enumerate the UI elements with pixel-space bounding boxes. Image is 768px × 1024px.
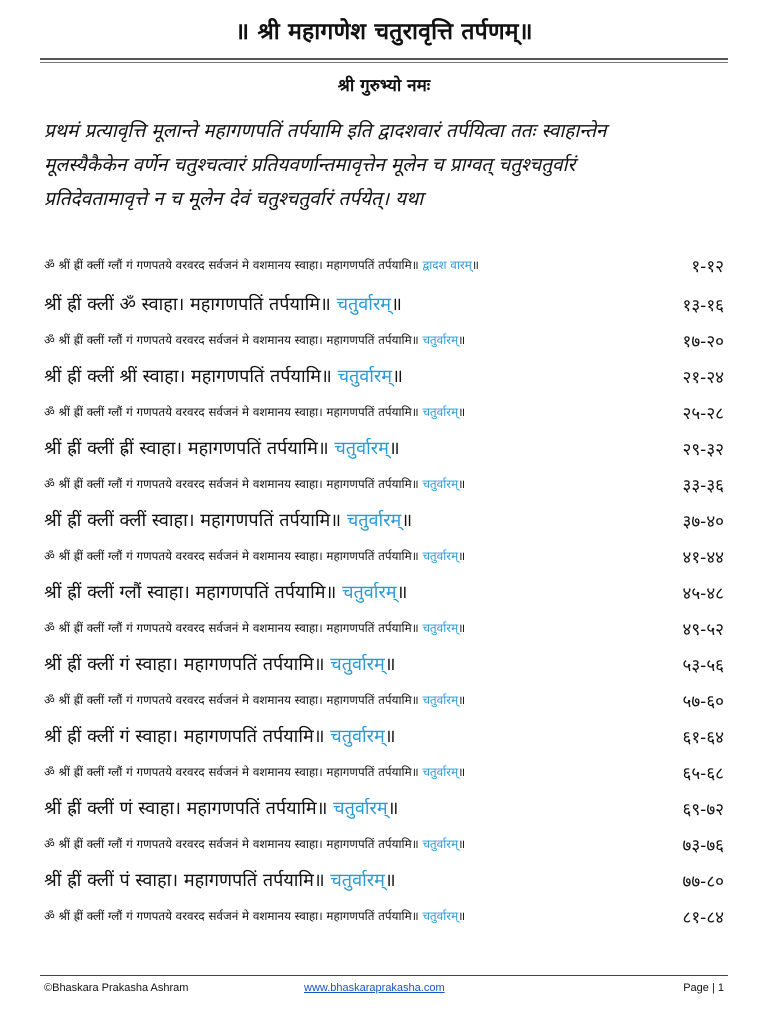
mantra-prefix: श्रीं ह्रीं क्लीं ग्लौं स्वाहा। महागणपतिं तर्पयामि॥: [44, 582, 337, 603]
mantra-prefix: ॐ श्रीं ह्रीं क्लीं ग्लौं गं गणपतये वरवरद सर्वजनं मे वशमानय स्वाहा। महागणपतिं तर्पयामि॥: [44, 693, 419, 707]
end-mark: ॥: [391, 294, 402, 315]
count-range: ४१-४४: [682, 547, 724, 568]
mantra-text: [44, 548, 465, 564]
count-range: १७-२०: [682, 331, 724, 352]
mantra-text: [44, 796, 398, 820]
page-label: Page |: [683, 982, 715, 994]
repetition-label: चतुर्वारम्: [333, 798, 388, 819]
end-mark: ॥: [458, 621, 466, 635]
end-mark: ॥: [458, 693, 466, 707]
count-range: ३३-३६: [682, 475, 724, 496]
repetition-label: चतुर्वारम्: [422, 405, 459, 419]
mantra-text: [44, 292, 402, 316]
mantra-prefix: ॐ श्रीं ह्रीं क्लीं ग्लौं गं गणपतये वरवरद सर्वजनं मे वशमानय स्वाहा। महागणपतिं तर्पयामि॥: [44, 549, 419, 563]
mantra-row-long: [44, 898, 728, 934]
mantra-row-short: [44, 358, 728, 394]
mantra-text: [44, 620, 465, 636]
count-range: २१-२४: [682, 367, 724, 388]
count-range: ८१-८४: [682, 907, 724, 928]
end-mark: ॥: [458, 405, 466, 419]
repetition-label: चतुर्वारम्: [422, 765, 459, 779]
mantra-row-short: [44, 718, 728, 754]
count-range: ७७-८०: [682, 871, 724, 892]
mantra-text: [44, 332, 465, 348]
count-range: ४५-४८: [682, 583, 724, 604]
end-mark: ॥: [384, 870, 396, 891]
end-mark: ॥: [458, 909, 466, 923]
mantra-text: [44, 580, 407, 604]
intro-line: प्रतिदेवतामावृत्ते न च मूलेन देवं चतुश्चतुर्वारं तर्पयेत्। यथा: [44, 188, 424, 210]
mantra-row-long: [44, 394, 728, 430]
count-range: ६५-६८: [682, 763, 724, 784]
mantra-prefix: ॐ श्रीं ह्रीं क्लीं ग्लौं गं गणपतये वरवरद सर्वजनं मे वशमानय स्वाहा। महागणपतिं तर्पयामि॥: [44, 477, 419, 491]
repetition-label: चतुर्वारम्: [330, 726, 385, 747]
mantra-text: [44, 364, 403, 388]
mantra-prefix: ॐ श्रीं ह्रीं क्लीं ग्लौं गं गणपतये वरवरद सर्वजनं मे वशमानय स्वाहा। महागणपतिं तर्पयामि॥: [44, 765, 419, 779]
end-mark: ॥: [458, 837, 466, 851]
mantra-row-long: [44, 682, 728, 718]
end-mark: ॥: [458, 333, 466, 347]
mantra-row-short: [44, 430, 728, 466]
mantra-text: [44, 724, 396, 748]
page-number: 1: [717, 982, 724, 994]
end-mark: ॥: [388, 438, 400, 459]
footer-divider: [40, 975, 728, 976]
mantra-prefix: श्रीं ह्रीं क्लीं श्रीं स्वाहा। महागणपतिं तर्पयामि॥: [44, 366, 332, 387]
repetition-label: चतुर्वारम्: [422, 621, 459, 635]
repetition-label: चतुर्वारम्: [422, 837, 459, 851]
page-title: ॥ श्री महागणेश चतुरावृत्ति तर्पणम्॥: [235, 19, 533, 45]
mantra-text: [44, 908, 465, 924]
mantra-prefix: ॐ श्रीं ह्रीं क्लीं ग्लौं गं गणपतये वरवरद सर्वजनं मे वशमानय स्वाहा। महागणपतिं तर्पयामि॥: [44, 258, 419, 272]
mantra-prefix: श्रीं ह्रीं क्लीं पं स्वाहा। महागणपतिं तर्पयामि॥: [44, 870, 325, 891]
repetition-label: चतुर्वारम्: [334, 438, 389, 459]
end-mark: ॥: [384, 726, 396, 747]
repetition-label: चतुर्वारम्: [337, 366, 393, 387]
count-range: ३७-४०: [682, 511, 724, 532]
intro-line: प्रथमं प्रत्यावृत्ति मूलान्ते महागणपतिं तर्पयामि इति द्वादशवारं तर्पयित्वा ततः स्वाहान्तेन: [44, 120, 607, 142]
mantra-prefix: ॐ श्रीं ह्रीं क्लीं ग्लौं गं गणपतये वरवरद सर्वजनं मे वशमानय स्वाहा। महागणपतिं तर्पयामि॥: [44, 909, 419, 923]
repetition-label: चतुर्वारम्: [330, 870, 385, 891]
mantra-text: [44, 476, 465, 492]
end-mark: ॥: [392, 366, 403, 387]
mantra-row-short: [44, 790, 728, 826]
mantra-text: [44, 868, 396, 892]
end-mark: ॥: [471, 258, 479, 272]
mantra-row-short: [44, 862, 728, 898]
end-mark: ॥: [458, 765, 466, 779]
repetition-label: चतुर्वारम्: [422, 909, 459, 923]
mantra-text: [44, 692, 465, 708]
mantra-prefix: ॐ श्रीं ह्रीं क्लीं ग्लौं गं गणपतये वरवरद सर्वजनं मे वशमानय स्वाहा। महागणपतिं तर्पयामि॥: [44, 333, 419, 347]
mantra-prefix: श्रीं ह्रीं क्लीं क्लीं स्वाहा। महागणपतिं तर्पयामि॥: [44, 510, 342, 531]
count-range: ६९-७२: [682, 799, 724, 820]
page-subtitle: श्री गुरुभ्यो नमः: [337, 76, 431, 96]
mantra-row-short: [44, 574, 728, 610]
copyright-text: ©Bhaskara Prakasha Ashram: [44, 982, 189, 994]
page-indicator: [683, 978, 724, 998]
mantra-list: [44, 244, 728, 934]
mantra-prefix: ॐ श्रीं ह्रीं क्लीं ग्लौं गं गणपतये वरवरद सर्वजनं मे वशमानय स्वाहा। महागणपतिं तर्पयामि॥: [44, 621, 419, 635]
mantra-prefix: श्रीं ह्रीं क्लीं णं स्वाहा। महागणपतिं तर्पयामि॥: [44, 798, 328, 819]
count-range: १३-१६: [682, 295, 724, 316]
end-mark: ॥: [396, 582, 408, 603]
title-divider: [40, 58, 728, 60]
mantra-row-short: [44, 502, 728, 538]
repetition-label: चतुर्वारम्: [422, 693, 459, 707]
mantra-row-short: [44, 286, 728, 322]
intro-paragraph: [44, 114, 728, 216]
mantra-prefix: श्रीं ह्रीं क्लीं गं स्वाहा। महागणपतिं तर्पयामि॥: [44, 654, 325, 675]
repetition-label: द्वादश वारम्: [422, 258, 472, 272]
mantra-text: [44, 836, 465, 852]
end-mark: ॥: [384, 654, 396, 675]
repetition-label: चतुर्वारम्: [422, 549, 459, 563]
mantra-prefix: ॐ श्रीं ह्रीं क्लीं ग्लौं गं गणपतये वरवरद सर्वजनं मे वशमानय स्वाहा। महागणपतिं तर्पयामि॥: [44, 837, 419, 851]
count-range: ७३-७६: [682, 835, 724, 856]
count-range: ५७-६०: [682, 691, 724, 712]
title-divider-thin: [40, 62, 728, 63]
repetition-label: चतुर्वारम्: [336, 294, 392, 315]
mantra-row-long: [44, 754, 728, 790]
repetition-label: चतुर्वारम्: [422, 333, 459, 347]
mantra-row-long: [44, 244, 728, 286]
mantra-text: [44, 404, 465, 420]
count-range: ५३-५६: [682, 655, 724, 676]
page-footer: [44, 978, 728, 998]
mantra-row-long: [44, 610, 728, 646]
mantra-prefix: श्रीं ह्रीं क्लीं गं स्वाहा। महागणपतिं तर्पयामि॥: [44, 726, 325, 747]
end-mark: ॥: [458, 549, 466, 563]
repetition-label: चतुर्वारम्: [422, 477, 459, 491]
mantra-text: [44, 764, 465, 780]
website-link[interactable]: www.bhaskaraprakasha.com: [304, 982, 445, 994]
mantra-prefix: ॐ श्रीं ह्रीं क्लीं ग्लौं गं गणपतये वरवरद सर्वजनं मे वशमानय स्वाहा। महागणपतिं तर्पयामि॥: [44, 405, 419, 419]
count-range: २५-२८: [682, 403, 724, 424]
count-range: १-१२: [691, 256, 724, 277]
mantra-row-long: [44, 538, 728, 574]
mantra-row-long: [44, 466, 728, 502]
intro-line: मूलस्यैकैकेन वर्णेन चतुश्चत्वारं प्रतियवर्णान्तमावृत्तेन मूलेन च प्राग्वत् चतुश्चतुर्वारं: [44, 154, 576, 176]
repetition-label: चतुर्वारम्: [330, 654, 385, 675]
repetition-label: चतुर्वारम्: [342, 582, 397, 603]
count-range: ४९-५२: [682, 619, 724, 640]
mantra-text: [44, 508, 412, 532]
end-mark: ॥: [458, 477, 466, 491]
mantra-row-short: [44, 646, 728, 682]
mantra-row-long: [44, 322, 728, 358]
mantra-prefix: श्रीं ह्रीं क्लीं ॐ स्वाहा। महागणपतिं तर्पयामि॥: [44, 294, 331, 315]
mantra-text: [44, 652, 396, 676]
end-mark: ॥: [401, 510, 413, 531]
mantra-text: [44, 257, 479, 273]
mantra-text: [44, 436, 400, 460]
count-range: ६१-६४: [682, 727, 724, 748]
mantra-row-long: [44, 826, 728, 862]
end-mark: ॥: [387, 798, 399, 819]
repetition-label: चतुर्वारम्: [346, 510, 402, 531]
mantra-prefix: श्रीं ह्रीं क्लीं ह्रीं स्वाहा। महागणपतिं तर्पयामि॥: [44, 438, 329, 459]
count-range: २९-३२: [682, 439, 724, 460]
